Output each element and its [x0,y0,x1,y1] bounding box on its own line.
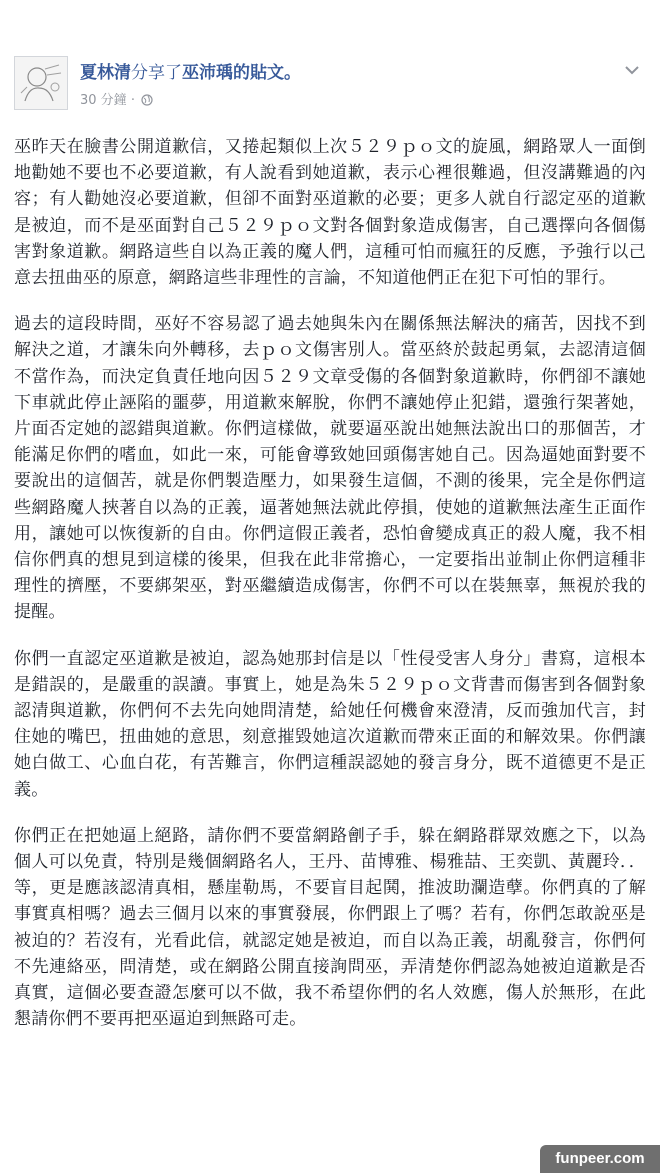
post-header-line [80,62,301,84]
post-header [14,56,646,116]
timestamp-link[interactable]: 30 分鐘 [80,93,127,108]
post-paragraph-2: 過去的這段時間，巫好不容易認了過去她與朱內在關係無法解決的痛苦，因找不到解決之道，才讓朱向外轉移，去ｐｏ文傷害別人。當巫終於鼓起勇氣，去認清這個不當作為，而決定負責任地向因５２９文章受傷的各個對象道歉時，你們卻不讓她下車就此停止誣陷的噩夢，用道歉來解脫，你們不讓她停止犯錯，還強行架著她，片面否定她的認錯與道歉。你們這樣做，就要逼巫說出她無法說出口的那個苦，才能滿足你們的嗜血，如此一來，可能會導致她回頭傷害她自己。因為逼她面對要不要說出的這個苦，就是你們製造壓力，如果發生這個，不測的後果，完全是你們這些網路魔人挾著自以為的正義，逼著她無法就此停損，使她的道歉無法產生正面作用，讓她可以恢復新的自由。你們這假正義者，恐怕會變成真正的殺人魔，我不相信你們真的想見到這樣的後果，但我在此非常擔心，一定要指出並制止你們這種非理性的擠壓，不要綁架巫，對巫繼續造成傷害，你們不可以在裝無辜，無視於我的提醒。 [14,314,646,623]
author-name-link[interactable]: 夏林清 [80,63,131,83]
globe-icon[interactable] [141,94,153,112]
post-paragraph-3: 你們一直認定巫道歉是被迫，認為她那封信是以「性侵受害人身分」書寫，這根本是錯誤的，是嚴重的誤讀。事實上，她是為朱５２９ｐｏ文背書而傷害到各個對象認清與道歉，你們何不去先向她問清楚，給她任何機會來澄清，反而強加代言，封住她的嘴巴，扭曲她的意思，刻意摧毀她這次道歉而帶來正面的和解效果。你們讓她白做工、心血白花，有苦難言，你們這種誤認她的發言身分，既不道德更不是正義。 [14,648,646,800]
original-poster-link[interactable]: 巫沛瑀的貼文。 [182,63,301,83]
post-paragraph-1: 巫昨天在臉書公開道歉信，又捲起類似上次５２９ｐｏ文的旋風，網路眾人一面倒地勸她不要也不必要道歉，有人說看到她道歉，表示心裡很難過，但沒講難過的內容；有人勸她沒必要道歉，但卻不面對巫道歉的必要；更多人就自行認定巫的道歉是被迫，而不是巫面對自己５２９ｐｏ文對各個對象造成傷害，自己選擇向各個傷害對象道歉。網路這些自以為正義的魔人們，這種可怕而瘋狂的反應，予強行以己意去扭曲巫的原意，網路這些非理性的言論，不知道他們正在犯下可怕的罪行。 [14,137,646,289]
avatar[interactable] [14,56,68,110]
meta-separator: · [130,93,135,108]
chevron-down-icon[interactable] [622,60,642,80]
post-paragraph-4: 你們正在把她逼上絕路，請你們不要當網路劊子手，躲在網路群眾效應之下，以為個人可以免責，特別是幾個網路名人，王丹、苗博雅、楊雅喆、王奕凱、黃麗玲．．等，更是應該認清真相，懸崖勒馬，不要盲目起鬨，推波助瀾造孽。你們真的了解事實真相嗎？過去三個月以來的事實發展，你們跟上了嗎？若有，你們怎敢說巫是被迫的？若沒有，光看此信，就認定她是被迫，而自以為正義，胡亂發言，你們何不先連絡巫，問清楚，或在網路公開直接詢問巫，弄清楚你們認為她被迫道歉是否真實，這個必要查證怎麼可以不做，我不希望你們的名人效應，傷人於無形，在此懇請你們不要再把巫逼迫到無路可走。 [14,825,646,1030]
share-action-text: 分享了 [131,63,182,83]
watermark: funpeer.com [540,1145,660,1173]
avatar-sketch-icon [15,57,67,109]
post-meta [80,92,153,112]
post-body [14,134,646,1053]
